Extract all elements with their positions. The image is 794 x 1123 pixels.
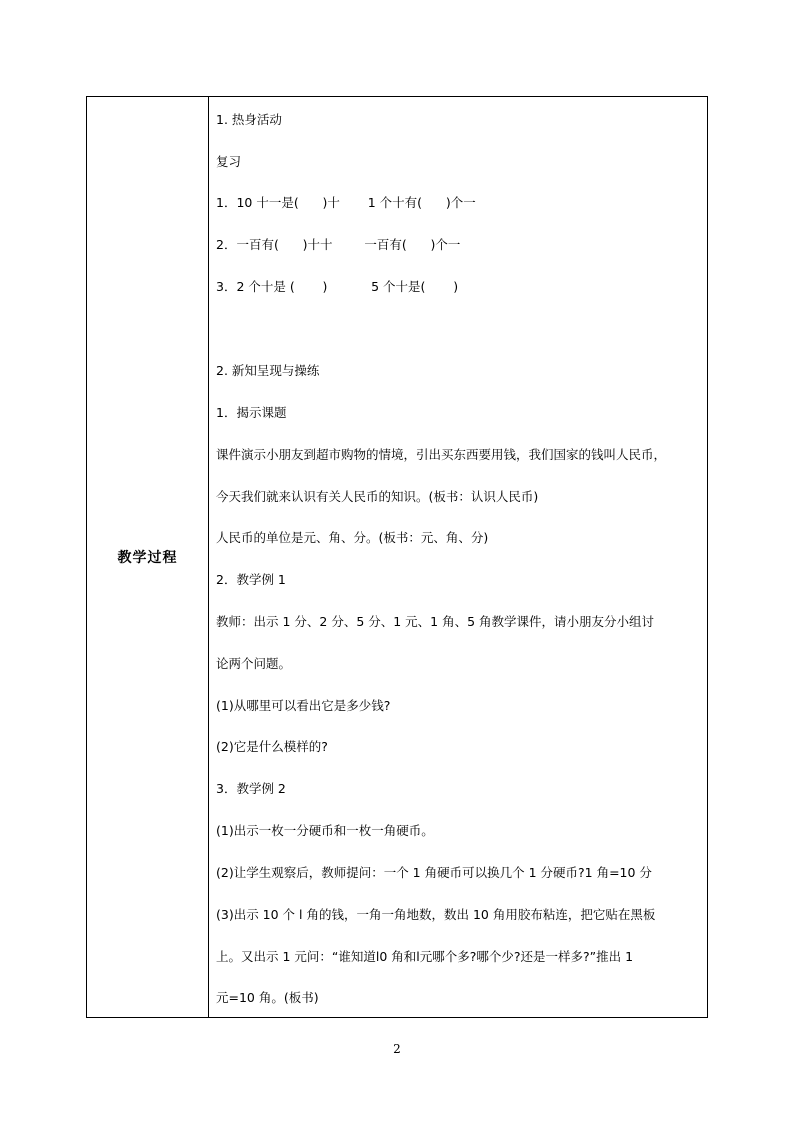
content-line: (1)出示一枚一分硬币和一枚一角硬币。 xyxy=(216,823,434,838)
section-label: 教学过程 xyxy=(117,550,178,566)
content-line: 教师：出示 1 分、2 分、5 分、1 元、1 角、5 角教学课件，请小朋友分小组讨 xyxy=(216,614,655,629)
content-line: 2．一百有( )十十 一百有( )个一 xyxy=(216,237,461,252)
content-line: 上。又出示 1 元问：“谁知道l0 角和l元哪个多?哪个少?还是一样多?”推出 1 xyxy=(216,949,634,964)
content-line: 元=10 角。(板书) xyxy=(216,990,319,1005)
content-line: 1. 热身活动 xyxy=(216,112,282,127)
content-line: 2．教学例 1 xyxy=(216,572,286,587)
content-line: 课件演示小朋友到超市购物的情境，引出买东西要用钱，我们国家的钱叫人民币， xyxy=(216,447,667,462)
content-line: 人民币的单位是元、角、分。(板书：元、角、分) xyxy=(216,530,489,545)
content-line: (2)它是什么模样的? xyxy=(216,739,328,754)
lesson-table xyxy=(86,96,708,1018)
content-line: (3)出示 10 个 l 角的钱，一角一角地数，数出 10 角用胶布粘连，把它贴在黑板 xyxy=(216,907,656,922)
content-line: (1)从哪里可以看出它是多少钱? xyxy=(216,698,391,713)
content-line: 论两个问题。 xyxy=(216,656,292,671)
content-cell xyxy=(209,97,707,1017)
content-line: (2)让学生观察后，教师提问：一个 1 角硬币可以换几个 1 分硬币?1 角=10 分 xyxy=(216,865,652,880)
content-line: 1．揭示课题 xyxy=(216,405,287,420)
content-line: 3．教学例 2 xyxy=(216,781,286,796)
label-cell xyxy=(87,97,208,1017)
content-line: 1．10 十一是( )十 1 个十有( )个一 xyxy=(216,195,476,210)
content-line: 今天我们就来认识有关人民币的知识。(板书：认识人民币) xyxy=(216,489,539,504)
content-line: 3．2 个十是 ( ) 5 个十是( ) xyxy=(216,279,459,294)
page-number: 2 xyxy=(393,1042,401,1056)
content-line: 2. 新知呈现与操练 xyxy=(216,363,320,378)
content-line: 复习 xyxy=(216,154,242,169)
